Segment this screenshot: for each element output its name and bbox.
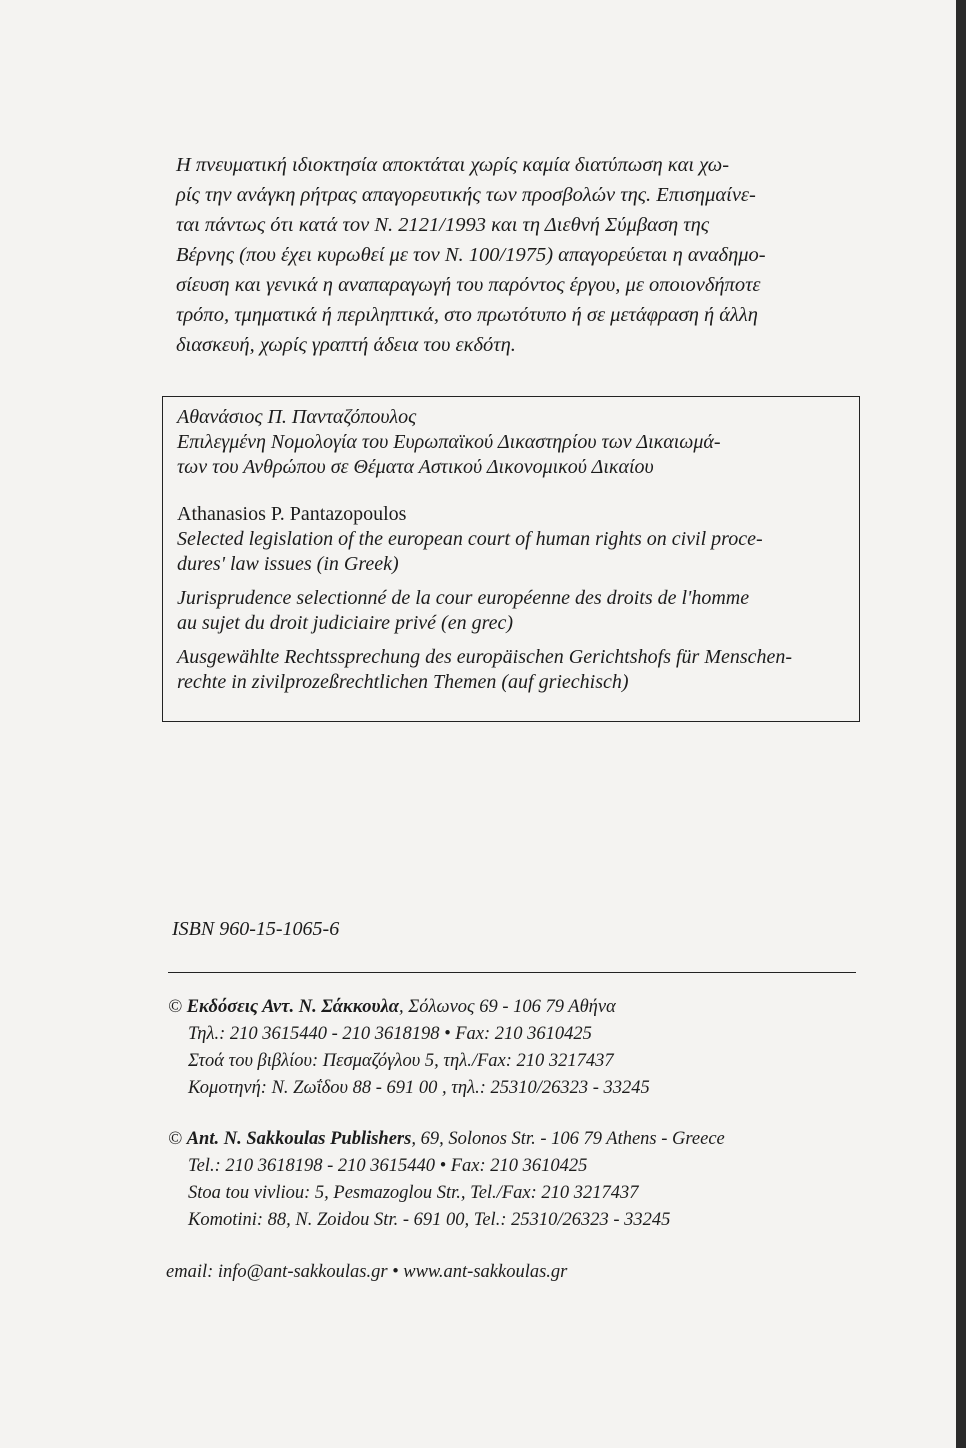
copyright-line: τρόπο, τμηματικά ή περιληπτικά, στο πρωτότυπο ή σε μετάφραση ή άλλη: [176, 304, 758, 326]
publisher-english-line: Tel.: 210 3618198 - 210 3615440 • Fax: 210 3610425: [188, 1156, 588, 1176]
english-title-line: dures' law issues (in Greek): [177, 553, 399, 575]
page-edge-shadow: [956, 0, 966, 1448]
copyright-line: διασκευή, χωρίς γραπτή άδεια του εκδότη.: [176, 334, 516, 356]
copyright-line: σίευση και γενικά η αναπαραγωγή του παρόντος έργου, με οποιονδήποτε: [176, 274, 761, 296]
publisher-greek-line: Τηλ.: 210 3615440 - 210 3618198 • Fax: 210 3610425: [188, 1024, 592, 1044]
divider-rule: [168, 972, 856, 973]
copyright-symbol: ©: [168, 997, 187, 1017]
publisher-greek: [168, 994, 650, 1102]
email-web-line: email: info@ant-sakkoulas.gr • www.ant-sakkoulas.gr: [166, 1262, 568, 1282]
greek-title-line: Επιλεγμένη Νομολογία του Ευρωπαϊκού Δικαστηρίου των Δικαιωμά-: [177, 431, 721, 453]
publisher-english-line: Komotini: 88, N. Zoidou Str. - 691 00, Tel.: 25310/26323 - 33245: [188, 1210, 671, 1230]
english-title-line: Selected legislation of the european court of human rights on civil proce-: [177, 528, 763, 550]
french-title-line: au sujet du droit judiciaire privé (en grec): [177, 612, 514, 634]
publisher-greek-name-line: [168, 994, 650, 1021]
german-title-line: Ausgewählte Rechtssprechung des europäischen Gerichtshofs für Menschen-: [177, 646, 793, 668]
greek-author: Αθανάσιος Π. Πανταζόπουλος: [177, 406, 417, 428]
publisher-english-name: Ant. N. Sakkoulas Publishers: [186, 1129, 412, 1149]
copyright-notice: [176, 150, 858, 360]
copyright-line: Η πνευματική ιδιοκτησία αποκτάται χωρίς καμία διατύπωση και χω-: [176, 154, 730, 176]
copyright-line: ρίς την ανάγκη ρήτρας απαγορευτικής των προσβολών της. Επισημαίνε-: [176, 184, 756, 206]
publisher-greek-line: Κομοτηνή: Ν. Ζωΐδου 88 - 691 00 , τηλ.: 25310/26323 - 33245: [188, 1078, 650, 1098]
catalog-record-box: [162, 396, 860, 722]
publisher-greek-address: , Σόλωνος 69 - 106 79 Αθήνα: [399, 997, 616, 1017]
german-title-line: rechte in zivilprozeßrechtlichen Themen (auf griechisch): [177, 671, 629, 693]
french-title-line: Jurisprudence selectionné de la cour européenne des droits de l'homme: [177, 587, 750, 609]
copyright-line: ται πάντως ότι κατά τον Ν. 2121/1993 και τη Διεθνή Σύμβαση της: [176, 214, 710, 236]
copyright-line: Βέρνης (που έχει κυρωθεί με τον Ν. 100/1975) απαγορεύεται η αναδημο-: [176, 244, 766, 266]
publisher-greek-name: Εκδόσεις Αντ. Ν. Σάκκουλα: [186, 997, 400, 1017]
greek-title-line: των του Ανθρώπου σε Θέματα Αστικού Δικονομικού Δικαίου: [177, 456, 654, 478]
publisher-greek-line: Στοά του βιβλίου: Πεσμαζόγλου 5, τηλ./Fax: 210 3217437: [188, 1051, 614, 1071]
publisher-english-line: Stoa tou vivliou: 5, Pesmazoglou Str., Tel./Fax: 210 3217437: [188, 1183, 639, 1203]
isbn: ISBN 960-15-1065-6: [172, 918, 340, 940]
publisher-english: [168, 1126, 725, 1234]
publisher-english-name-line: [168, 1126, 725, 1153]
publisher-english-address: , 69, Solonos Str. - 106 79 Athens - Greece: [411, 1129, 725, 1149]
copyright-symbol: ©: [168, 1129, 187, 1149]
latin-author: Athanasios P. Pantazopoulos: [177, 503, 407, 525]
